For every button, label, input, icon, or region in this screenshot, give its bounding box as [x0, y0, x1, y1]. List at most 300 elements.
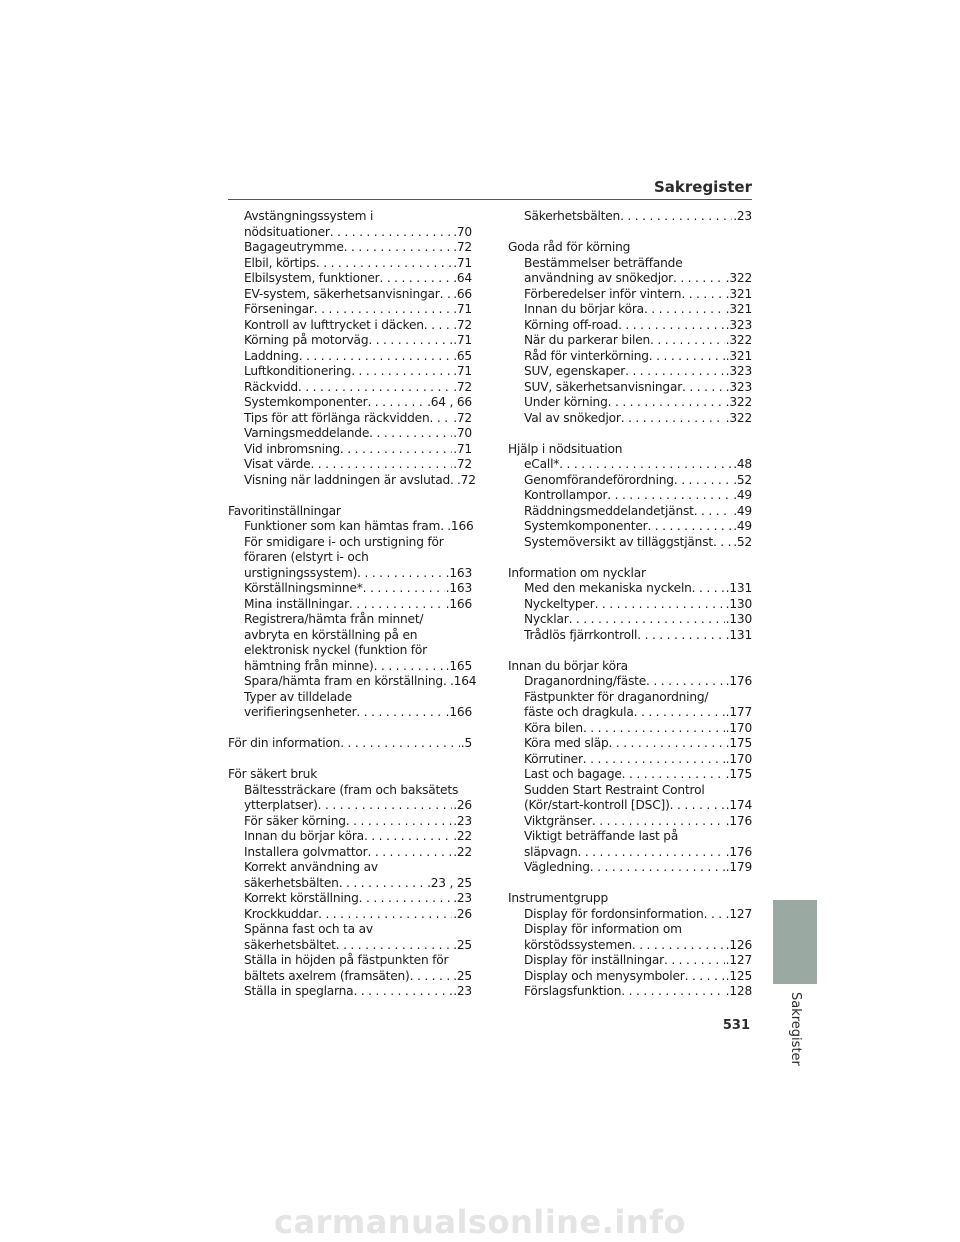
page-reference: .126: [725, 937, 752, 952]
index-entry: [508, 364, 752, 380]
page-reference: .165: [445, 658, 472, 673]
index-entry-text: Avstängningssystem i: [244, 209, 374, 223]
index-entry-text: Sudden Start Restraint Control: [524, 782, 705, 797]
dot-leader: [367, 395, 426, 411]
page-reference: .176: [725, 844, 752, 859]
dot-leader: [346, 814, 452, 830]
index-entry: [508, 333, 752, 349]
index-entry-label: släpvagn: [524, 844, 578, 859]
dot-leader: [299, 349, 453, 365]
page-reference: .71: [453, 302, 472, 316]
index-entry: [508, 519, 752, 535]
index-entry-label: För säker körning: [244, 813, 346, 828]
index-entry-label: Elbil, körtips: [244, 255, 316, 270]
index-heading: Favoritinställningar: [228, 503, 341, 518]
index-entry-label: verifieringsenheter: [244, 705, 357, 719]
index-entry-label: EV-system, säkerhetsanvisningar: [244, 286, 440, 301]
index-entry: [508, 488, 752, 504]
index-entry-label: Last och bagage: [524, 767, 622, 781]
index-entry-label: Räckvidd: [244, 379, 298, 394]
index-entry-label: bältets axelrem (framsäten): [244, 968, 410, 983]
index-entry-label: SUV, säkerhetsanvisningar: [524, 379, 683, 394]
index-entry-label: För din information: [228, 736, 341, 750]
index-entry: [228, 953, 472, 984]
page-reference: .26: [453, 906, 472, 921]
dot-leader: [316, 256, 452, 272]
page-reference: .26: [453, 798, 472, 812]
index-entry-label: Körställningsminne*: [244, 581, 363, 595]
page-reference: .175: [725, 767, 752, 781]
dot-leader: [595, 597, 725, 613]
index-entry-label: Räddningsmeddelandetjänst: [524, 503, 694, 518]
index-entry: [228, 674, 477, 690]
index-entry-label: Köra bilen: [524, 720, 583, 735]
index-entry: [228, 302, 472, 318]
page-reference: .5: [460, 736, 472, 750]
index-column-right: [508, 209, 752, 1015]
index-entry-label: Köra med släp: [524, 736, 609, 750]
dot-leader: [577, 845, 724, 861]
dot-leader: [670, 798, 725, 814]
dot-leader: [622, 767, 725, 783]
index-entry-label: Nycklar: [524, 612, 569, 626]
dot-leader: [692, 581, 725, 597]
index-entry: [228, 829, 472, 845]
dot-leader: [650, 333, 725, 349]
index-entry: [228, 349, 472, 365]
dot-leader: [363, 581, 445, 597]
index-heading: Information om nycklar: [508, 565, 646, 580]
index-entry-label: Systemkomponenter: [524, 519, 648, 533]
index-entry-label: Elbilsystem, funktioner: [244, 271, 380, 285]
index-heading: Goda råd för körning: [508, 240, 631, 254]
index-group: [228, 736, 472, 752]
index-entry: [228, 597, 472, 613]
dot-leader: [430, 411, 453, 427]
dot-leader: [592, 814, 725, 830]
index-entry: [228, 240, 472, 256]
index-entry: [228, 581, 472, 597]
index-entry: [508, 349, 752, 365]
index-entry-label: Display och menysymboler: [524, 968, 685, 983]
page-reference: .177: [725, 705, 752, 719]
index-heading: Instrumentgrupp: [508, 891, 608, 905]
index-entry-label: Körrutiner: [524, 751, 583, 766]
index-entry: [228, 845, 472, 861]
index-entry-label: Viktgränser: [524, 813, 592, 828]
index-entry: [228, 612, 472, 674]
dot-leader: [704, 907, 725, 923]
index-entry: [508, 984, 752, 1000]
index-entry: [508, 256, 752, 287]
page-reference: .322: [725, 410, 752, 425]
dot-leader: [339, 876, 426, 892]
dot-leader: [583, 721, 725, 737]
dot-leader: [583, 752, 725, 768]
dot-leader: [634, 705, 725, 721]
page-reference: .175: [725, 736, 752, 750]
index-entry: [228, 256, 472, 272]
index-entry-label: Förseningar: [244, 302, 314, 316]
index-entry: [228, 535, 472, 582]
dot-leader: [310, 457, 452, 473]
page-reference: .72: [457, 472, 476, 487]
dot-leader: [620, 209, 732, 225]
index-entry-label: Körning på motorväg: [244, 333, 369, 347]
index-group: [508, 566, 752, 644]
index-entry-label: (Kör/start-kontroll [DSC]): [524, 798, 670, 812]
index-entry: [508, 829, 752, 860]
index-entry-label: Trådlös fjärrkontroll: [524, 627, 638, 642]
index-entry: [228, 690, 472, 721]
index-group: [508, 659, 752, 876]
index-entry: [508, 783, 752, 814]
page-reference: .130: [725, 612, 752, 626]
dot-leader: [621, 411, 725, 427]
index-entry: [228, 891, 472, 907]
index-entry: [508, 395, 752, 411]
index-entry-text: Korrekt användning av: [244, 860, 378, 874]
index-entry: [508, 581, 752, 597]
dot-leader: [590, 860, 725, 876]
page-reference: .70: [453, 426, 472, 440]
page-reference: .70: [453, 224, 472, 239]
page-reference: .322: [725, 271, 752, 285]
index-entry: [228, 380, 472, 396]
index-entry: [228, 395, 472, 411]
index-entry-text: föraren (elstyrt i- och: [244, 550, 369, 564]
index-entry-label: Med den mekaniska nyckeln: [524, 581, 692, 595]
index-entry-text: Ställa in höjden på fästpunkten för: [244, 953, 449, 967]
dot-leader: [336, 938, 452, 954]
dot-leader: [357, 566, 445, 582]
index-entry: [508, 814, 752, 830]
dot-leader: [364, 829, 452, 845]
page-reference: .52: [733, 472, 752, 487]
page-reference: .66: [453, 286, 472, 301]
index-entry: [508, 302, 752, 318]
dot-leader: [632, 938, 725, 954]
index-entry-label: SUV, egenskaper: [524, 364, 626, 378]
page-reference: .321: [725, 302, 752, 316]
index-entry-label: Råd för vinterkörning: [524, 348, 649, 363]
index-entry: [228, 364, 472, 380]
dot-leader: [685, 969, 725, 985]
index-entry: [228, 426, 472, 442]
page-reference: .170: [725, 720, 752, 735]
page-reference: .23: [733, 209, 752, 223]
dot-leader: [674, 473, 732, 489]
index-entry: [228, 860, 472, 891]
dot-leader: [644, 302, 725, 318]
dot-leader: [664, 953, 725, 969]
index-entry-text: elektronisk nyckel (funktion för: [244, 643, 427, 657]
index-entry-label: urstigningssystem): [244, 565, 358, 580]
page-reference: .322: [725, 333, 752, 347]
page-reference: .71: [453, 333, 472, 347]
index-entry: [508, 380, 752, 396]
page-reference: .131: [725, 581, 752, 595]
index-entry: [228, 271, 472, 287]
index-entry: [228, 457, 472, 473]
header-divider: [228, 199, 752, 200]
index-entry-label: Ställa in speglarna: [244, 984, 354, 998]
index-entry: [228, 736, 472, 752]
index-entry: [508, 473, 752, 489]
index-entry: [508, 860, 752, 876]
dot-leader: [318, 907, 452, 923]
index-entry: [508, 318, 752, 334]
index-entry-text: För smidigare i- och urstigning för: [244, 534, 444, 549]
index-entry-label: Visat värde: [244, 457, 311, 471]
dot-leader: [314, 302, 452, 318]
dot-leader: [330, 225, 453, 241]
index-entry: [508, 535, 752, 551]
dot-leader: [569, 612, 725, 628]
dot-leader: [344, 240, 453, 256]
index-group: [508, 209, 752, 225]
index-entry: [228, 984, 472, 1000]
index-entry: [508, 287, 752, 303]
page-reference: .25: [453, 968, 472, 983]
index-heading: Hjälp i nödsituation: [508, 441, 623, 456]
index-entry-text: Viktigt beträffande last på: [524, 829, 679, 843]
page-reference: .23: [453, 813, 472, 828]
page-reference: .130: [725, 596, 752, 611]
index-group: [508, 240, 752, 426]
index-entry-label: Vägledning: [524, 860, 590, 874]
index-entry-label: Förberedelser inför vintern: [524, 286, 682, 301]
index-entry-label: Systemkomponenter: [244, 395, 368, 409]
dot-leader: [559, 457, 732, 473]
page-reference: .323: [725, 364, 752, 378]
page-reference: .127: [725, 953, 752, 967]
index-entry-label: Kontroll av lufttrycket i däcken: [244, 317, 424, 332]
page-reference: .166: [447, 519, 474, 533]
index-entry-text: Registrera/hämta från minnet/: [244, 612, 424, 626]
page-reference: .170: [725, 751, 752, 766]
dot-leader: [351, 364, 452, 380]
index-entry: [228, 442, 472, 458]
index-entry-label: När du parkerar bilen: [524, 333, 651, 347]
dot-leader: [368, 333, 452, 349]
dot-leader: [713, 535, 732, 551]
dot-leader: [608, 395, 725, 411]
index-entry-label: Visning när laddningen är avslutad: [244, 472, 450, 487]
page-reference: .22: [453, 829, 472, 843]
page-reference: .321: [725, 286, 752, 301]
index-group: [228, 767, 472, 1000]
dot-leader: [609, 736, 725, 752]
index-entry-text: Bestämmelser beträffande: [524, 255, 683, 270]
index-heading: För säkert bruk: [228, 767, 318, 781]
dot-leader: [440, 287, 453, 303]
page-reference: .71: [453, 364, 472, 378]
page-reference: .71: [453, 255, 472, 270]
dot-leader: [649, 349, 725, 365]
dot-leader: [410, 969, 453, 985]
index-entry-label: Luftkonditionering: [244, 364, 352, 378]
index-entry-label: Kontrollampor: [524, 488, 608, 502]
page-header-title: Sakregister: [653, 178, 752, 196]
index-group: [508, 891, 752, 1000]
index-entry: [228, 783, 472, 814]
index-heading: Innan du börjar köra: [508, 658, 628, 673]
page-reference: .164: [449, 674, 477, 688]
page-reference: .176: [725, 813, 752, 828]
index-entry: [508, 612, 752, 628]
page-reference: .321: [725, 348, 752, 363]
index-entry-label: Laddning: [244, 348, 299, 363]
page-reference: .23 , 25: [427, 875, 472, 890]
page-reference: .72: [453, 410, 472, 425]
index-entry: [228, 333, 472, 349]
dot-leader: [625, 364, 725, 380]
dot-leader: [621, 984, 724, 1000]
index-entry-text: Bältessträckare (fram och baksätets: [244, 782, 459, 797]
page-reference: .52: [733, 534, 752, 549]
page-reference: .176: [725, 674, 752, 688]
page-reference: .49: [733, 488, 752, 502]
index-entry: [228, 209, 472, 240]
dot-leader: [340, 736, 460, 752]
page-reference: .131: [725, 627, 752, 642]
dot-leader: [673, 271, 725, 287]
page-reference: .127: [725, 906, 752, 921]
index-entry-label: Krockkuddar: [244, 906, 319, 921]
page-reference: .322: [725, 395, 752, 409]
index-entry-label: Installera golvmattor: [244, 844, 368, 859]
index-entry-label: Display för inställningar: [524, 953, 664, 967]
index-entry-label: Val av snökedjor: [524, 410, 621, 425]
dot-leader: [681, 287, 724, 303]
dot-leader: [340, 442, 452, 458]
index-entry-label: eCall*: [524, 457, 560, 471]
dot-leader: [424, 318, 452, 334]
index-entry-text: Spänna fast och ta av: [244, 922, 373, 936]
index-entry-label: hämtning från minne): [244, 658, 374, 673]
index-entry-label: säkerhetsbälten: [244, 875, 339, 890]
index-entry: [508, 907, 752, 923]
page-reference: .49: [733, 519, 752, 533]
index-entry-label: Genomförandeförordning: [524, 472, 674, 487]
index-entry: [508, 953, 752, 969]
index-entry: [228, 411, 472, 427]
page-reference: .174: [725, 798, 752, 812]
index-entry-label: säkerhetsbältet: [244, 937, 336, 952]
dot-leader: [368, 845, 453, 861]
index-entry: [508, 721, 752, 737]
index-entry-label: Display för fordonsinformation: [524, 906, 704, 921]
page-reference: .125: [725, 968, 752, 983]
page-reference: .22: [453, 844, 472, 859]
index-group: [508, 442, 752, 551]
page-reference: .323: [725, 379, 752, 394]
index-entry: [508, 504, 752, 520]
dot-leader: [618, 318, 725, 334]
index-entry-label: nödsituationer: [244, 224, 330, 239]
index-entry-label: Körning off-road: [524, 317, 619, 332]
index-entry-label: Nyckeltyper: [524, 596, 595, 611]
index-entry-label: användning av snökedjor: [524, 271, 673, 285]
index-group: [228, 209, 476, 488]
index-entry: [508, 628, 752, 644]
dot-leader: [646, 674, 725, 690]
dot-leader: [359, 891, 453, 907]
page-reference: .64: [453, 271, 472, 285]
index-entry-label: Draganordning/fäste: [524, 674, 647, 688]
dot-leader: [356, 705, 444, 721]
index-entry-label: Säkerhetsbälten: [524, 209, 621, 223]
page-reference: .72: [453, 457, 472, 471]
index-entry-label: Systemöversikt av tilläggstjänst: [524, 534, 713, 549]
index-entry: [228, 814, 472, 830]
index-entry: [228, 318, 472, 334]
section-tab-text: Sakregister: [788, 992, 803, 1066]
page-reference: .23: [453, 891, 472, 905]
dot-leader: [349, 597, 445, 613]
index-entry: [508, 767, 752, 783]
index-group: [228, 503, 477, 721]
index-entry: [508, 597, 752, 613]
index-entry-label: Tips för att förlänga räckvidden: [244, 410, 430, 425]
index-entry: [508, 736, 752, 752]
index-entry-label: Varningsmeddelande: [244, 426, 370, 440]
page-reference: .166: [445, 705, 472, 719]
page-reference: .48: [733, 457, 752, 471]
page-reference: .323: [725, 317, 752, 332]
dot-leader: [369, 426, 452, 442]
dot-leader: [647, 519, 732, 535]
page-reference: .23: [453, 984, 472, 998]
index-entry: [228, 907, 472, 923]
page-reference: .72: [453, 379, 472, 394]
index-entry-label: ytterplatser): [244, 798, 318, 812]
index-entry-label: Mina inställningar: [244, 596, 349, 611]
dot-leader: [318, 798, 453, 814]
page-reference: .71: [453, 441, 472, 456]
index-entry-label: Korrekt körställning: [244, 891, 359, 905]
index-entry-text: Typer av tilldelade: [244, 689, 352, 704]
index-entry: [508, 752, 752, 768]
index-entry-label: Bagageutrymme: [244, 240, 344, 254]
dot-leader: [694, 504, 733, 520]
index-column-left: [228, 209, 477, 1015]
index-entry: [508, 457, 752, 473]
index-entry-text: Display för information om: [524, 922, 682, 936]
dot-leader: [637, 628, 724, 644]
index-entry: [508, 969, 752, 985]
page-reference: .25: [453, 937, 472, 952]
index-entry: [508, 690, 752, 721]
page-reference: .65: [453, 348, 472, 363]
index-entry-label: Förslagsfunktion: [524, 984, 622, 998]
index-entry: [508, 922, 752, 953]
dot-leader: [379, 271, 452, 287]
dot-leader: [682, 380, 725, 396]
page-reference: .72: [453, 240, 472, 254]
page-reference: .179: [725, 860, 752, 874]
dot-leader: [607, 488, 732, 504]
index-entry-label: Spara/hämta fram en körställning: [244, 674, 443, 688]
page-reference: .49: [733, 503, 752, 518]
index-entry: [508, 674, 752, 690]
page-reference: .163: [445, 565, 472, 580]
dot-leader: [374, 659, 445, 675]
page-reference: .128: [725, 984, 752, 998]
index-entry-label: körstödssystemen: [524, 937, 632, 952]
index-entry: [228, 922, 472, 953]
